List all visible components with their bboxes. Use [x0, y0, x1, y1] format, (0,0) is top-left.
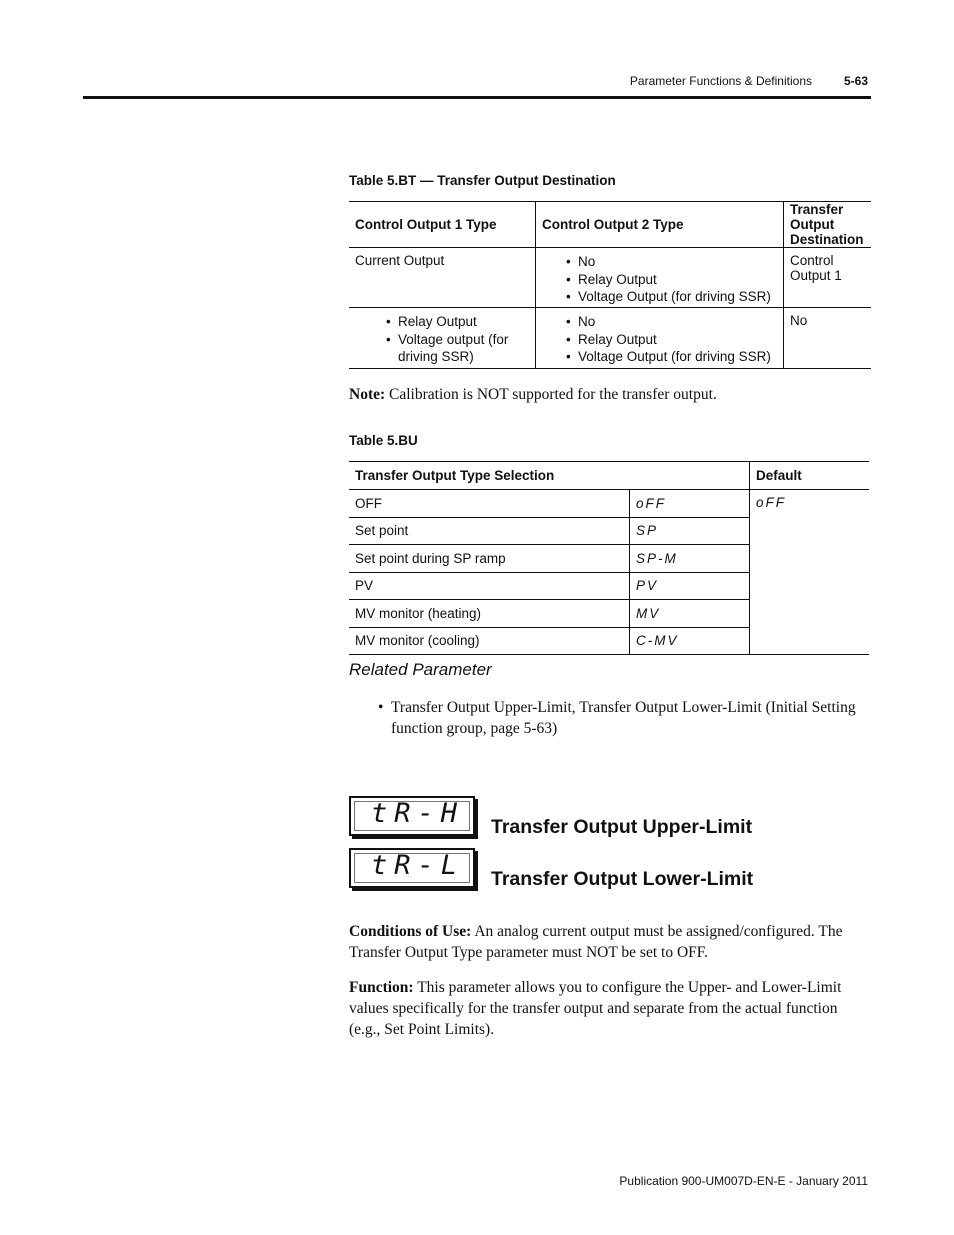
cell-text: Current Output [355, 253, 445, 268]
table-bt-caption: Table 5.BT — Transfer Output Destination [349, 173, 616, 188]
header-destination: Transfer Output Destination [784, 202, 872, 248]
list-item: • Voltage Output (for driving SSR) [578, 348, 777, 366]
header-rule [83, 96, 871, 99]
header-type-selection: Transfer Output Type Selection [349, 462, 750, 490]
function-label: Function: [349, 979, 414, 996]
lcd-code: tR-L [371, 850, 465, 881]
running-header-title: Parameter Functions & Definitions [629, 74, 812, 88]
cell-display-code: SP-M [630, 545, 750, 573]
table-row [349, 248, 871, 308]
note-label: Note: [349, 386, 386, 403]
bullet-list [542, 253, 777, 306]
cell-display-code: SP [630, 517, 750, 545]
list-item: Transfer Output Upper-Limit, Transfer Output Lower-Limit (Initial Setting function group, page 5-63) [391, 699, 856, 737]
page-number: 5-63 [843, 74, 868, 88]
bullet-icon: • [378, 699, 384, 716]
cell-output1 [349, 248, 536, 308]
bullet-list [355, 313, 529, 366]
table-row [349, 308, 871, 369]
lcd-display-lower-limit [349, 848, 475, 888]
table-header-row [349, 202, 871, 248]
cell-output2 [536, 248, 784, 308]
cell-label: Set point during SP ramp [349, 545, 630, 573]
related-parameter-list [378, 697, 858, 739]
cell-display-code: oFF [630, 490, 750, 518]
table-row [349, 490, 869, 518]
conditions-label: Conditions of Use: [349, 923, 472, 940]
cell-destination: Control Output 1 [784, 248, 872, 308]
cell-label: MV monitor (heating) [349, 600, 630, 628]
header-default: Default [750, 462, 870, 490]
section-title-upper-limit: Transfer Output Upper-Limit [491, 816, 753, 838]
header-output2-type: Control Output 2 Type [536, 202, 784, 248]
table-transfer-output-type [349, 461, 869, 655]
table-bu-caption: Table 5.BU [349, 433, 418, 448]
list-item: • Relay Output [398, 313, 529, 331]
table-header-row [349, 462, 869, 490]
list-item: • Relay Output [578, 271, 777, 289]
function-text: This parameter allows you to configure the Upper- and Lower-Limit values specifically for the transfer output and separate from the actual function (e.g., Set Point Limits). [349, 979, 842, 1038]
cell-label: MV monitor (cooling) [349, 627, 630, 655]
header-output1-type: Control Output 1 Type [349, 202, 536, 248]
bullet-list [542, 313, 777, 366]
note-text: Calibration is NOT supported for the transfer output. [385, 386, 717, 403]
function-paragraph [349, 977, 869, 1040]
list-item: • Relay Output [578, 331, 777, 349]
list-item: • No [578, 253, 777, 271]
cell-display-code: PV [630, 572, 750, 600]
list-item: • Voltage output (for driving SSR) [398, 331, 529, 366]
list-item: • Voltage Output (for driving SSR) [578, 288, 777, 306]
cell-display-code: MV [630, 600, 750, 628]
conditions-text: An analog current output must be assigned/configured. The Transfer Output Type parameter must NOT be set to OFF. [349, 923, 843, 961]
cell-label: PV [349, 572, 630, 600]
cell-destination: No [784, 308, 872, 369]
cell-output1 [349, 308, 536, 369]
footer-publication: Publication 900-UM007D-EN-E - January 2011 [619, 1174, 868, 1188]
lcd-code: tR-H [371, 798, 465, 829]
cell-display-code: C-MV [630, 627, 750, 655]
lcd-display-upper-limit [349, 796, 475, 836]
cell-label: OFF [349, 490, 630, 518]
cell-output2 [536, 308, 784, 369]
related-parameter-heading: Related Parameter [349, 660, 492, 679]
list-item: • No [578, 313, 777, 331]
note-paragraph [349, 386, 717, 404]
cell-label: Set point [349, 517, 630, 545]
conditions-paragraph [349, 921, 869, 963]
table-transfer-output-destination [349, 201, 871, 369]
cell-default-code: oFF [750, 490, 870, 655]
section-title-lower-limit: Transfer Output Lower-Limit [491, 868, 754, 890]
